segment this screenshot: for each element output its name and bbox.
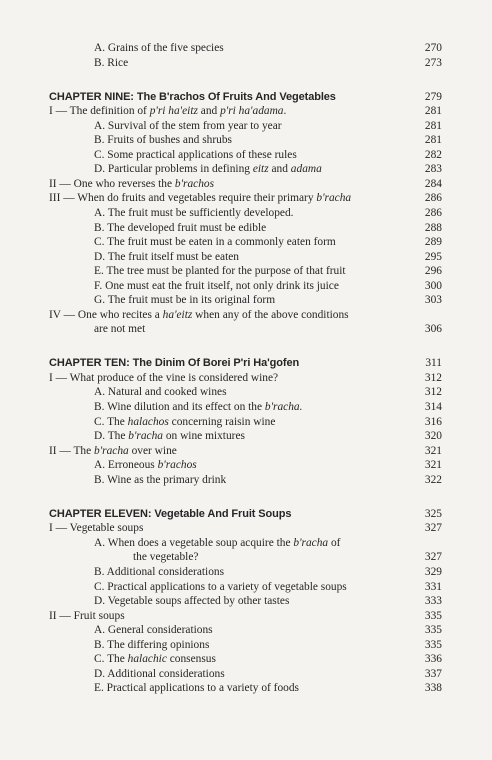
italic-term: b'rachos	[174, 177, 215, 190]
page-number: 289	[424, 236, 442, 249]
italic-term: p'ri ha'eitz	[149, 105, 198, 118]
toc-entry-row	[0, 235, 492, 250]
entry-title	[94, 41, 224, 56]
page-number: 327	[424, 522, 442, 535]
text-segment: A. The fruit must be sufficiently developed.	[94, 206, 294, 219]
text-segment: the vegetable?	[133, 551, 199, 564]
text-segment: IV — One who recites a	[49, 308, 163, 321]
toc-entry-row	[0, 609, 492, 624]
text-segment: CHAPTER NINE: The B'rachos Of Fruits And Vegetables	[49, 90, 336, 103]
page-number: 283	[424, 163, 442, 176]
page-number: 279	[424, 90, 442, 103]
text-segment: D. The fruit itself must be eaten	[94, 250, 239, 263]
text-segment: B. Additional considerations	[94, 566, 225, 578]
page-number: 286	[424, 192, 442, 205]
toc-entry-row	[0, 206, 492, 221]
toc-entry-row	[0, 293, 492, 308]
toc-entry-row	[0, 148, 492, 163]
italic-term: eitz	[252, 163, 269, 176]
toc-entry-row	[0, 250, 492, 265]
entry-title	[49, 308, 349, 323]
text-segment: C. The	[94, 653, 128, 666]
text-segment: E. The tree must be planted for the purpose of that fruit	[94, 265, 346, 278]
page-number: 329	[424, 566, 442, 578]
text-segment: when any of the above conditions	[192, 308, 349, 321]
toc-entry-row	[0, 521, 492, 536]
entry-title	[49, 177, 214, 192]
entry-title	[94, 56, 128, 71]
page-number: 303	[424, 294, 442, 307]
italic-term: b'racha	[128, 430, 163, 443]
toc-entry-row	[0, 667, 492, 682]
toc-entry-row	[0, 638, 492, 653]
page-number: 281	[424, 105, 442, 118]
toc-entry-row	[0, 264, 492, 279]
page-number: 338	[424, 682, 442, 695]
page-number: 321	[424, 444, 442, 457]
page-number: 296	[424, 265, 442, 278]
entry-title	[94, 623, 213, 638]
text-segment: G. The fruit must be in its original form	[94, 294, 276, 307]
toc-entry-row	[0, 444, 492, 459]
text-segment: B. The differing opinions	[94, 638, 210, 651]
entry-title	[94, 119, 282, 134]
entry-title	[94, 322, 145, 337]
entry-title	[94, 667, 225, 682]
page-number: 335	[424, 624, 442, 637]
page-number: 306	[424, 323, 442, 336]
page-number: 322	[424, 473, 442, 486]
chapter-title	[49, 90, 336, 105]
text-segment: on wine mixtures	[163, 430, 245, 443]
text-segment: D. The	[94, 430, 129, 443]
toc-entry-row	[0, 162, 492, 177]
entry-title	[94, 400, 302, 415]
entry-title	[94, 536, 340, 551]
text-segment: A. Natural and cooked wines	[94, 386, 227, 399]
entry-title	[94, 385, 227, 400]
text-segment: III — When do fruits and vegetables require their primary	[49, 192, 317, 205]
toc-entry-row	[0, 385, 492, 400]
toc-entry-row	[0, 41, 492, 56]
page-number: 282	[424, 148, 442, 161]
chapter-title	[49, 507, 291, 522]
toc-entry-row	[0, 322, 492, 337]
page-number: 336	[424, 653, 442, 666]
toc-entry-row	[0, 536, 492, 551]
text-segment: and	[197, 105, 221, 118]
toc-entry-row	[0, 371, 492, 386]
text-segment: A. General considerations	[94, 624, 213, 637]
page-number: 325	[424, 507, 442, 520]
text-segment: C. The	[94, 415, 128, 428]
page-number: 312	[424, 386, 442, 399]
text-segment: II — The	[49, 444, 95, 457]
toc-entry-row	[0, 400, 492, 415]
text-segment: concerning raisin wine	[168, 415, 276, 428]
entry-title	[94, 221, 266, 236]
text-segment: D. Particular problems in defining	[94, 163, 253, 176]
page-number: 286	[424, 206, 442, 219]
page-number: 295	[424, 250, 442, 263]
chapter-heading-row	[0, 90, 492, 105]
text-segment: A. When does a vegetable soup acquire the	[94, 536, 294, 549]
italic-term: ha'eitz	[162, 308, 193, 321]
page-number: 300	[424, 279, 442, 292]
entry-title	[94, 415, 275, 430]
page-number: 333	[424, 595, 442, 608]
toc-entry-row	[0, 133, 492, 148]
text-segment: C. Some practical applications of these rules	[94, 148, 297, 161]
text-segment: of	[328, 536, 341, 549]
section-spacer	[0, 487, 492, 507]
text-segment: consensus	[166, 653, 216, 666]
text-segment: over wine	[128, 444, 177, 457]
entry-title	[94, 206, 294, 221]
toc-entry-row	[0, 56, 492, 71]
text-segment: D. Additional considerations	[94, 667, 225, 680]
italic-term: b'racha.	[264, 401, 303, 414]
toc-entry-row	[0, 429, 492, 444]
italic-term: halachos	[127, 415, 169, 428]
section-spacer	[0, 337, 492, 357]
text-segment: and	[268, 163, 291, 176]
entry-title	[49, 104, 286, 119]
page-number: 284	[424, 177, 442, 190]
page-number: 316	[424, 415, 442, 428]
page-number: 273	[424, 56, 442, 69]
entry-title	[94, 652, 216, 667]
toc-entry-row	[0, 191, 492, 206]
page-number: 335	[424, 609, 442, 622]
entry-title	[94, 148, 297, 163]
entry-title	[94, 250, 239, 265]
text-segment: A. Grains of the five species	[94, 42, 224, 54]
text-segment: B. Fruits of bushes and shrubs	[94, 134, 232, 147]
toc-entry-row	[0, 279, 492, 294]
toc-entry-row	[0, 550, 492, 565]
chapter-heading-row	[0, 356, 492, 371]
entry-title	[49, 191, 351, 206]
text-segment: CHAPTER ELEVEN: Vegetable And Fruit Soups	[49, 507, 292, 520]
toc-entry-row	[0, 104, 492, 119]
text-segment: C. The fruit must be eaten in a commonly eaten form	[94, 236, 336, 249]
toc-entry-row	[0, 458, 492, 473]
entry-title	[94, 594, 289, 609]
toc-entry-row	[0, 119, 492, 134]
entry-title	[49, 444, 177, 459]
entry-title	[49, 609, 125, 624]
table-of-contents	[0, 41, 492, 696]
text-segment: B. Wine as the primary drink	[94, 473, 227, 486]
italic-term: halachic	[127, 653, 167, 666]
italic-term: b'racha	[293, 536, 329, 549]
page-number: 281	[424, 134, 442, 147]
page-number: 321	[424, 459, 442, 472]
entry-title	[49, 521, 143, 536]
text-segment: are not met	[94, 323, 146, 336]
toc-entry-row	[0, 308, 492, 323]
page-number: 312	[424, 371, 442, 384]
entry-title	[94, 580, 347, 595]
text-segment: F. One must eat the fruit itself, not only drink its juice	[94, 279, 339, 292]
page-number: 320	[424, 430, 442, 443]
italic-term: b'racha	[94, 444, 129, 457]
text-segment: II — Fruit soups	[49, 609, 125, 622]
toc-entry-row	[0, 415, 492, 430]
text-segment: D. Vegetable soups affected by other tastes	[94, 595, 290, 608]
page-number: 281	[424, 119, 442, 132]
page-number: 335	[424, 638, 442, 651]
section-spacer	[0, 70, 492, 90]
entry-title	[94, 473, 226, 488]
toc-entry-row	[0, 681, 492, 696]
text-segment: I — What produce of the vine is considered wine?	[49, 371, 279, 384]
text-segment: CHAPTER TEN: The Dinim Of Borei P'ri Ha'gofen	[49, 357, 300, 370]
italic-term: p'ri ha'adama	[220, 105, 284, 118]
entry-title	[94, 133, 232, 148]
entry-title	[94, 638, 209, 653]
text-segment: B. Rice	[94, 56, 129, 69]
page-number: 314	[424, 401, 442, 414]
italic-term: adama	[290, 163, 322, 176]
entry-title	[94, 429, 245, 444]
text-segment: B. The developed fruit must be edible	[94, 221, 267, 234]
page-number: 337	[424, 667, 442, 680]
text-segment: A. Erroneous	[94, 459, 158, 472]
toc-entry-row	[0, 565, 492, 580]
toc-entry-row	[0, 623, 492, 638]
page-number: 331	[424, 580, 442, 593]
italic-term: b'racha	[316, 192, 352, 205]
text-segment: I — Vegetable soups	[49, 522, 144, 535]
entry-title	[49, 371, 278, 386]
toc-entry-row	[0, 473, 492, 488]
chapter-title	[49, 356, 299, 371]
page-number: 270	[424, 42, 442, 54]
toc-entry-row	[0, 221, 492, 236]
entry-title	[94, 458, 197, 473]
entry-title	[94, 264, 346, 279]
toc-entry-row	[0, 177, 492, 192]
page-number: 327	[424, 551, 442, 564]
text-segment: A. Survival of the stem from year to year	[94, 119, 282, 132]
toc-entry-row	[0, 652, 492, 667]
entry-title	[133, 550, 198, 565]
entry-title	[94, 162, 322, 177]
text-segment: C. Practical applications to a variety of vegetable soups	[94, 580, 347, 593]
italic-term: b'rachos	[157, 459, 197, 472]
text-segment: .	[283, 105, 287, 118]
text-segment: E. Practical applications to a variety of foods	[94, 682, 299, 695]
chapter-heading-row	[0, 507, 492, 522]
entry-title	[94, 279, 339, 294]
text-segment: II — One who reverses the	[49, 177, 175, 190]
entry-title	[94, 681, 299, 696]
page-number: 311	[425, 357, 442, 370]
text-segment: I — The definition of	[49, 105, 150, 118]
entry-title	[94, 565, 224, 580]
entry-title	[94, 235, 336, 250]
entry-title	[94, 293, 275, 308]
text-segment: B. Wine dilution and its effect on the	[94, 401, 265, 414]
toc-entry-row	[0, 594, 492, 609]
page-number: 288	[424, 221, 442, 234]
toc-entry-row	[0, 580, 492, 595]
